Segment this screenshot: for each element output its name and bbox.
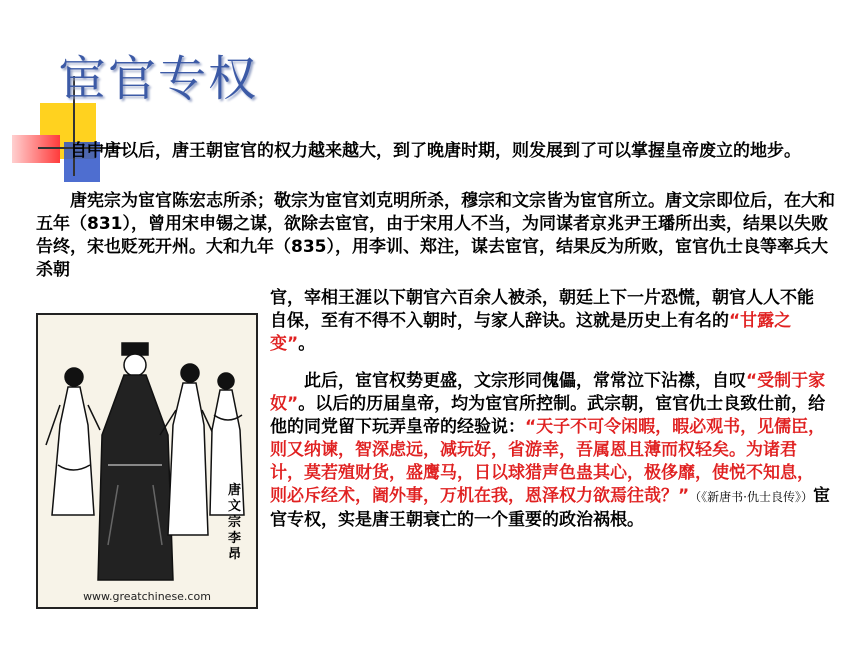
- figures-drawing: [38, 315, 256, 607]
- paragraph-4-middle: 。以后的历届皇帝，均为宦官所控制。武宗朝，宦官仇士良致仕前，给他的同党留下玩弄皇帝的经验说：: [270, 394, 826, 437]
- paragraph-2: [36, 190, 836, 282]
- paragraph-1-text: 自中唐以后，唐王朝宦官的权力越来越大，到了晚唐时期，则发展到了可以掌握皇帝废立的地步。: [70, 141, 801, 161]
- ganlu-incident-highlight: “甘露之变”: [270, 311, 792, 354]
- qiu-shiliang-quote: “天子不可令闲暇，暇必观书，见儒臣，则又纳谏，智深虑远，减玩好，省游幸，吾属恩且薄而权轻矣。为诸君计，莫若殖财货，盛鹰马，日以球猎声色蛊其心，极侈靡，使悦不知息，则必斥经术，阇外事，万机在我，恩泽权力欲焉往哉？”: [270, 417, 826, 506]
- paragraph-4-text: 此后，宦官权势更盛，文宗形同傀儡，常常泣下沾襟，自叹: [304, 371, 746, 391]
- paragraph-3-end: 。: [298, 334, 316, 354]
- paragraph-2-text: 唐宪宗为宦官陈宏志所杀；敬宗为宦官刘克明所杀，穆宗和文宗皆为宦官所立。唐文宗即位后，在大和五年（831），曾用宋申锡之谋，欲除去宦官，由于宋用人不当，为同谋者京兆尹王璠所出卖，结果以失败告终，宋也贬死开州。大和九年（835），用李训、郑注，谋去宦官，结果反为所败，宦官仇士良等率兵大杀朝: [36, 191, 835, 280]
- sigh-quote-highlight: “受制于家奴”: [270, 371, 826, 414]
- paragraph-4: [270, 370, 830, 532]
- paragraph-3-text: 官，宰相王涯以下朝官六百余人被杀，朝廷上下一片恐慌，朝官人人不能自保，至有不得不入朝时，与家人辞诀。这就是历史上有名的: [270, 288, 814, 331]
- source-citation: （《新唐书·仇士良传》）: [689, 490, 813, 504]
- image-caption: 唐文宗 李昂: [228, 483, 242, 562]
- image-site-credit: www.greatchinese.com: [83, 590, 211, 603]
- paragraph-3: [270, 287, 830, 356]
- emperor-illustration: [36, 313, 258, 609]
- paragraph-1: [36, 140, 826, 163]
- slide-title: 宦官专权: [58, 51, 259, 107]
- paragraph-4-end: 宦官专权，实是唐王朝衰亡的一个重要的政治祸根。: [270, 486, 830, 530]
